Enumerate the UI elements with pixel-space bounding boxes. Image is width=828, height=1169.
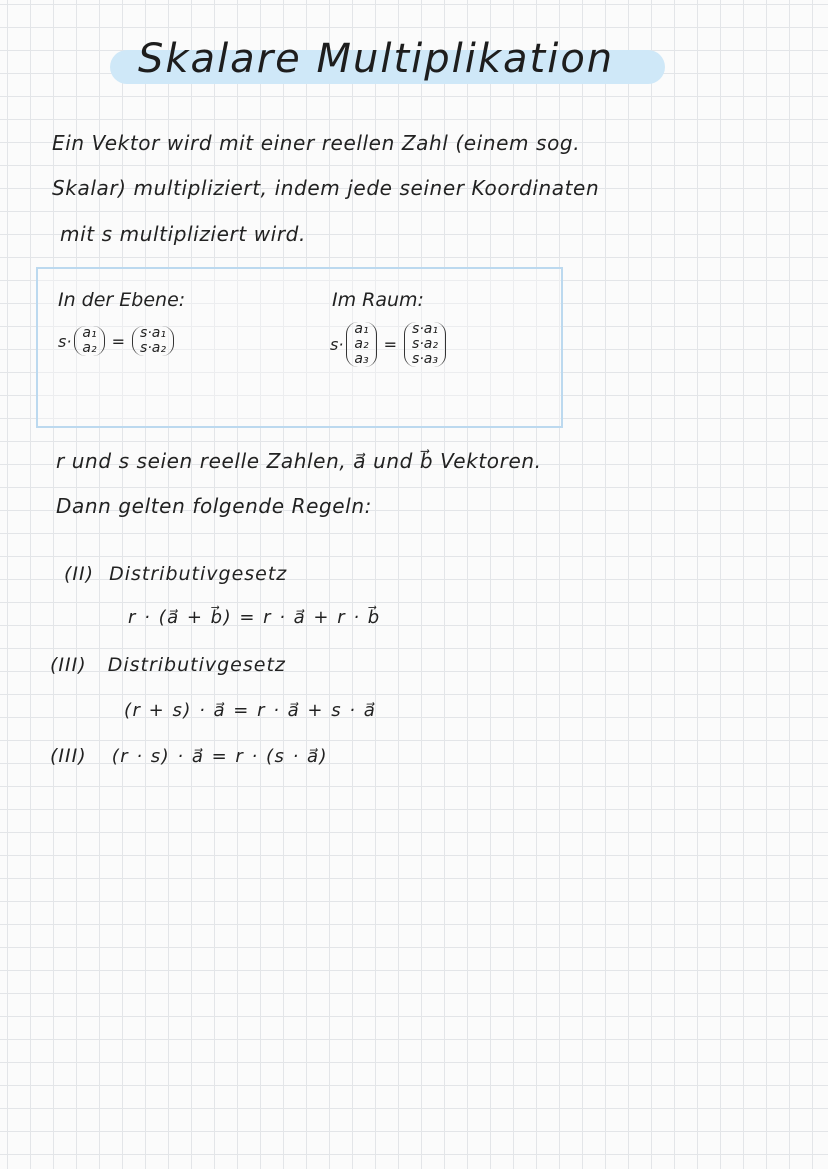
rule-2-number: (III) [50, 654, 87, 676]
space-rhs-sa3: s·a₃ [412, 351, 438, 367]
space-rhs-sa1: s·a₁ [412, 321, 438, 337]
space-lhs-a2: a₂ [354, 336, 369, 352]
page-title: Skalare Multiplikation [138, 36, 615, 82]
space-scalar: s· [330, 335, 344, 354]
rule-1-formula: r · (a⃗ + b⃗) = r · a⃗ + r · b⃗ [128, 607, 381, 628]
rules-intro-line-2: Dann gelten folgende Regeln: [56, 494, 372, 518]
intro-line-1: Ein Vektor wird mit einer reellen Zahl (einem sog. [52, 131, 581, 155]
plane-label: In der Ebene: [58, 289, 186, 311]
space-equals: = [383, 335, 398, 354]
space-lhs-vector [346, 322, 376, 367]
rule-3-number: (III) [50, 745, 87, 767]
rule-1-name: Distributivgesetz [109, 563, 288, 585]
plane-rhs-sa2: s·a₂ [140, 340, 166, 356]
space-label: Im Raum: [332, 289, 424, 311]
space-lhs-a3: a₃ [354, 351, 369, 367]
space-rhs-vector [404, 322, 446, 367]
plane-equals: = [111, 331, 126, 351]
intro-line-3: mit s multipliziert wird. [60, 222, 306, 246]
plane-lhs-a1: a₁ [82, 325, 97, 341]
space-lhs-a1: a₁ [354, 321, 369, 337]
rule-2-formula: (r + s) · a⃗ = r · a⃗ + s · a⃗ [124, 700, 377, 721]
rule-2-name: Distributivgesetz [107, 654, 286, 676]
rule-3-heading [50, 745, 328, 767]
plane-lhs-vector [74, 326, 104, 356]
rules-intro-line-1: r und s seien reelle Zahlen, a⃗ und b⃗ Vektoren. [56, 449, 542, 473]
rule-1-heading [64, 563, 287, 585]
rule-2-heading [50, 654, 286, 676]
plane-rhs-sa1: s·a₁ [140, 325, 166, 341]
space-formula [330, 322, 449, 367]
plane-lhs-a2: a₂ [82, 340, 97, 356]
plane-rhs-vector [132, 326, 174, 356]
space-rhs-sa2: s·a₂ [412, 336, 438, 352]
intro-line-2: Skalar) multipliziert, indem jede seiner Koordinaten [52, 176, 600, 200]
plane-formula [58, 326, 177, 356]
plane-scalar: s· [58, 331, 72, 351]
rule-3-formula: (r · s) · a⃗ = r · (s · a⃗) [111, 746, 329, 767]
rule-1-number: (II) [64, 563, 95, 585]
